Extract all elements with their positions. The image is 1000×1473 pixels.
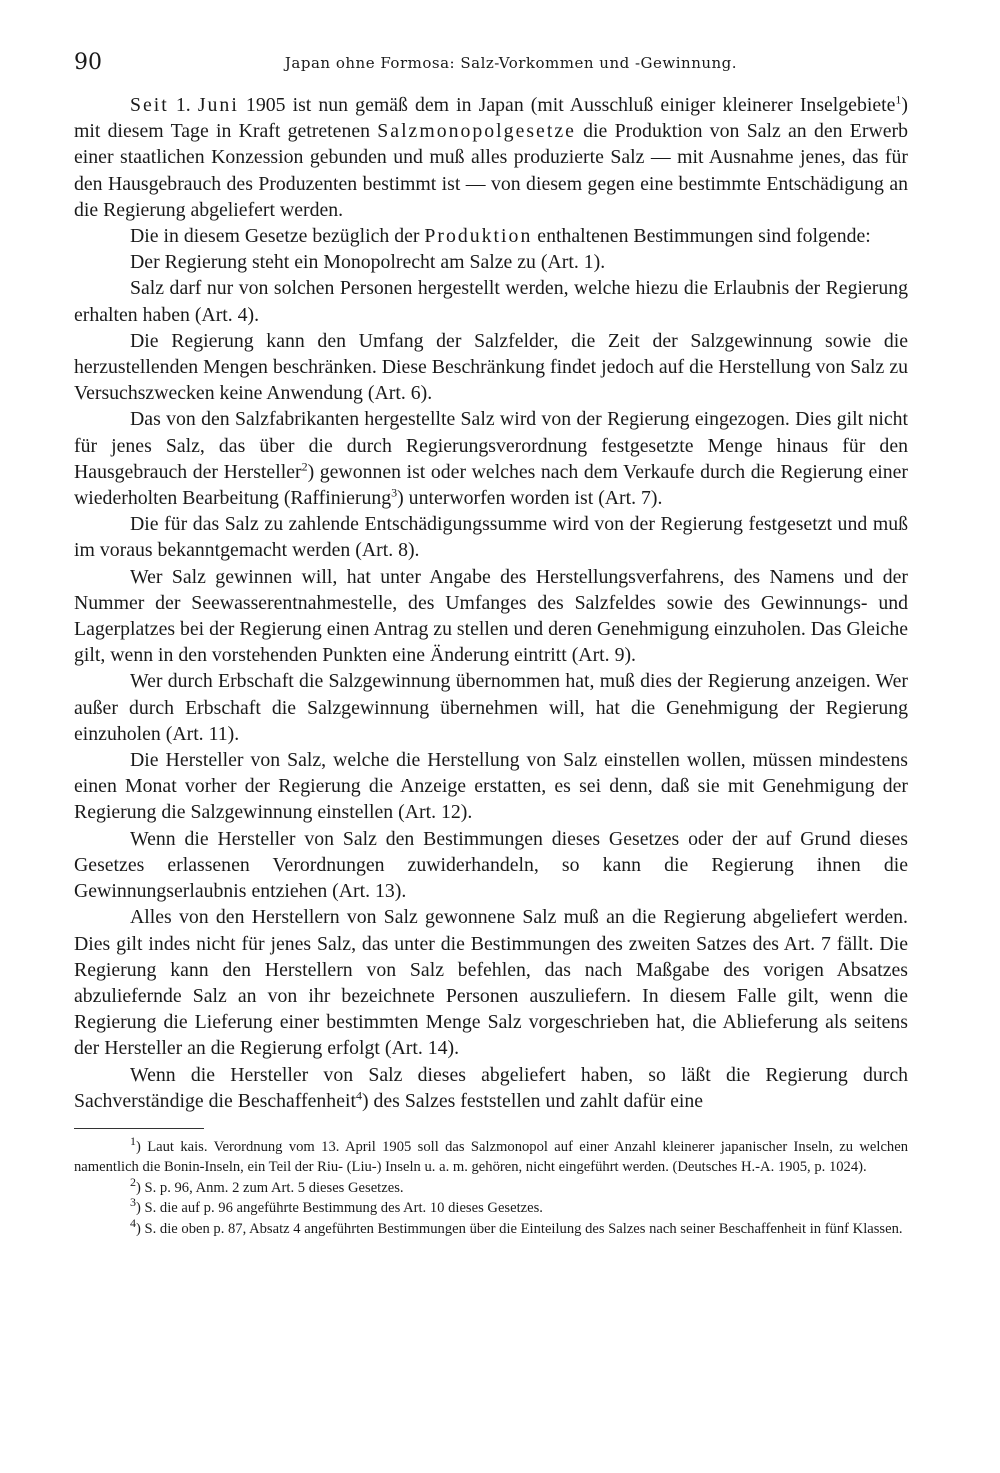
footnote: $^2$) S. p. 96, Anm. 2 zum Art. 5 dieses Gesetzes. bbox=[130, 1175, 404, 1196]
paragraph: Wer Salz gewinnen will, hat unter Angabe des Herstellungsverfahrens, des Namens und der Nummer der Seewasserentnahmestelle, des Umfanges des Salzfeldes sowie des Gewinnungs- und Lagerplatzes bei der Regierung einen Antrag zu stellen und deren Genehmigung einzuholen. Das Gleiche gilt, wenn in den vorstehenden Punkten eine Änderung eintritt (Art. 9). bbox=[74, 565, 908, 667]
paragraph: Seit 1. Juni 1905 ist nun gemäß dem in Japan (mit Ausschluß einiger kleinerer Inselgebiete$^1$) mit diesem Tage in Kraft getretenen Salzmonopolgesetze die Produktion von Salz an den Erwerb einer staatlichen Konzession gebunden und muß alles produzierte Salz — mit Ausnahme jenes, das für den Hausgebrauch des Produzenten bestimmt ist — von diesem gegen eine bestimmte Entschädigung an die Regierung abgeliefert werden. bbox=[74, 92, 908, 221]
footnote-ref: 3 bbox=[391, 485, 398, 500]
body-text bbox=[74, 92, 908, 1114]
paragraph: Die Regierung kann den Umfang der Salzfelder, die Zeit der Salzgewinnung sowie die herzustellenden Mengen beschränken. Diese Beschränkung findet jedoch auf die Herstellung von Salz zu Versuchszwecken keine Anwendung (Art. 6). bbox=[74, 329, 908, 405]
footnote-mark: 4 bbox=[130, 1216, 136, 1231]
running-head: Japan ohne Formosa: Salz-Vorkommen und -Gewinnung. bbox=[284, 54, 738, 72]
footnote-ref: 1 bbox=[895, 92, 902, 107]
footnote-ref: 2 bbox=[301, 459, 308, 474]
page-number: 90 bbox=[74, 50, 102, 75]
footnote-ref: 4 bbox=[355, 1088, 362, 1103]
footnotes bbox=[74, 1134, 908, 1240]
footnote-mark: 3 bbox=[130, 1195, 136, 1210]
paragraph: Alles von den Herstellern von Salz gewonnene Salz muß an die Regierung abgeliefert werden. Dies gilt indes nicht für jenes Salz, das unter die Bestimmungen des zweiten Satzes des Art. 7 fällt. Die Regierung kann den Herstellern von Salz befehlen, das nach Maßgabe des vorigen Absatzes abzuliefernde Salz an von ihr bezeichnete Personen auszuliefern. In diesem Falle gilt, wenn die Regierung die Lieferung einer bestimmten Menge Salz vorgeschrieben hat, die Ablieferung als seitens der Hersteller an die Regierung erfolgt (Art. 14). bbox=[74, 906, 908, 1060]
footnote-mark: 1 bbox=[130, 1134, 136, 1149]
paragraph: Der Regierung steht ein Monopolrecht am Salze zu (Art. 1). bbox=[130, 251, 606, 274]
footnote: $^4$) S. die oben p. 87, Absatz 4 angeführten Bestimmungen über die Einteilung des Salzes nach seiner Beschaffenheit in fünf Klassen. bbox=[130, 1216, 903, 1237]
footnote: $^3$) S. die auf p. 96 angeführte Bestimmung des Art. 10 dieses Gesetzes. bbox=[130, 1195, 543, 1217]
footnote-divider bbox=[74, 1128, 204, 1129]
paragraph: Salz darf nur von solchen Personen hergestellt werden, welche hiezu die Erlaubnis der Regierung erhalten haben (Art. 4). bbox=[74, 277, 908, 326]
paragraph: Das von den Salzfabrikanten hergestellte Salz wird von der Regierung eingezogen. Dies gilt nicht für jenes Salz, das über die durch Regierungsverordnung festgesetzte Menge hinaus für den Hausgebrauch der Hersteller$^2$) gewonnen ist oder welches nach dem Verkaufe durch die Regierung einer wiederholten Bearbeitung (Raffinierung$^3$) unterworfen worden ist (Art. 7). bbox=[74, 408, 908, 510]
paragraph: Die für das Salz zu zahlende Entschädigungssumme wird von der Regierung festgesetzt und muß im voraus bekanntgemacht werden (Art. 8). bbox=[74, 513, 908, 562]
paragraph: Die in diesem Gesetze bezüglich der Produktion enthaltenen Bestimmungen sind folgende: bbox=[130, 225, 871, 248]
footnote: $^1$) Laut kais. Verordnung vom 13. April 1905 soll das Salzmonopol auf einer Anzahl kleinerer japanischer Inseln, zu welchen namentlich die Bonin-Inseln, ein Teil der Riu- (Liu-) Inseln u. a. m. gehören, nicht eingeführt werden. (Deutsches H.-A. 1905, p. 1024). bbox=[74, 1134, 908, 1176]
paragraph: Die Hersteller von Salz, welche die Herstellung von Salz einstellen wollen, müssen mindestens einen Monat vorher der Regierung die Anzeige erstatten, es sei denn, daß sie mit Genehmigung der Regierung die Salzgewinnung einstellen (Art. 12). bbox=[74, 749, 908, 824]
page-header bbox=[74, 44, 908, 74]
paragraph: Wenn die Hersteller von Salz den Bestimmungen dieses Gesetzes oder der auf Grund dieses Gesetzes erlassenen Verordnungen zuwiderhandeln, so kann die Regierung ihnen die Gewinnungserlaubnis entziehen (Art. 13). bbox=[74, 827, 908, 903]
paragraph: Wenn die Hersteller von Salz dieses abgeliefert haben, so läßt die Regierung durch Sachverständige die Beschaffenheit$^4$) des Salzes feststellen und zahlt dafür eine bbox=[74, 1063, 908, 1112]
footnote-mark: 2 bbox=[130, 1175, 136, 1190]
paragraph: Wer durch Erbschaft die Salzgewinnung übernommen hat, muß dies der Regierung anzeigen. Wer außer durch Erbschaft die Salzgewinnung übernehmen will, hat die Genehmigung der Regierung einzuholen (Art. 11). bbox=[74, 670, 908, 745]
